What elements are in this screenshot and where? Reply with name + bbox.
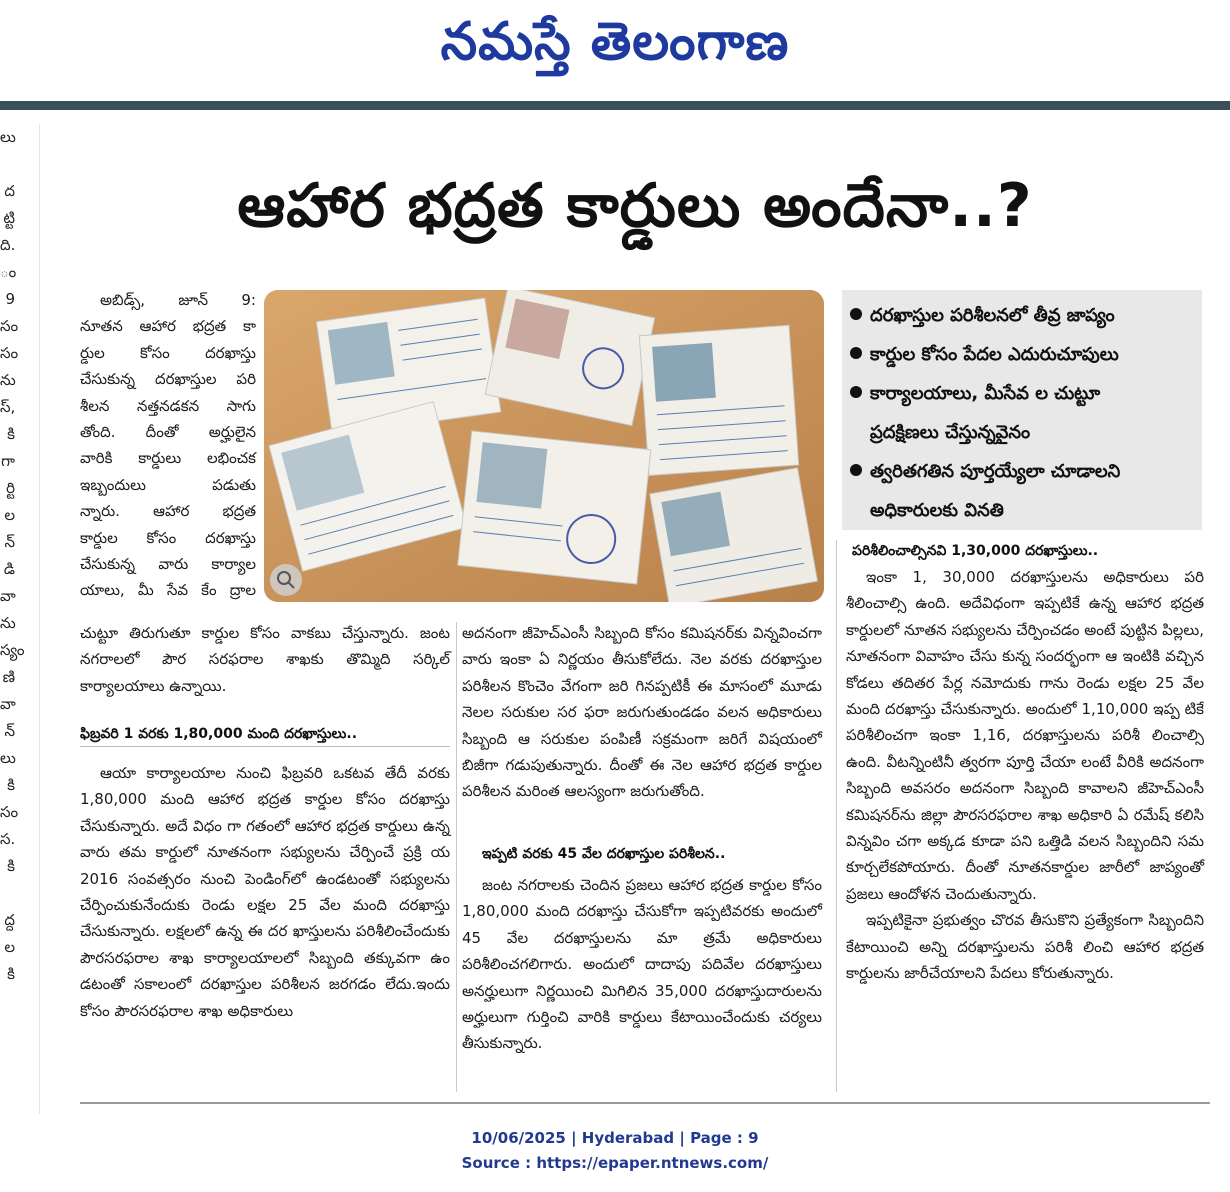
bullet-dot-icon (850, 464, 862, 476)
bullet-dot-icon (850, 308, 862, 320)
highlight-bullet (850, 335, 1194, 374)
intro-continuation-text: చుట్టూ తిరుగుతూ కార్డుల కోసం వాకబు చేస్తున్నారు. జంట నగరాలలో పౌర సరఫరాల శాఖకు తొమ్మిది సర్కిల్ కార్యాలయాలు ఉన్నాయి. (80, 624, 450, 695)
fragment-text: న్ (4, 722, 15, 740)
intro-line: యాలు, మీ సేవ కేం ద్రాల (80, 581, 256, 600)
column-3-paragraph-1: ఇంకా 1, 30,000 దరఖాస్తులను అధికారులు పరి శీలించాల్సి ఉంది. అదేవిధంగా ఇప్పటికే ఉన్న ఆహార భద్రత కార్డులలో నూతన సభ్యులను చేర్పించడం అంటే పుట్టిన పిల్లలు, నూతనంగా వివాహం చేసు కున్న సందర్భంగా ఆ ఇంటికి వచ్చిన కోడలు తదితర పేర్ల నమోదుకు గాను రెండు లక్షల 25 వేల మంది దరఖాస్తు చేసుకున్నారు. అందులో 1,10,000 ఇప్ప టికే పరిశీలించగా ఇంకా 1,16, దరఖాస్తులను పరిశీ లించాల్సి ఉంది. వీటన్నింటినీ త్వరగా పూర్తి చేయా లంటే వీరికి అదనంగా సిబ్బంది అవసరం అదనంగా సిబ్బంది కావాలని జీహెచ్ఎంసీ కమిషనర్‌ను జిల్లా పౌరసరఫరాల శాఖ అధికారి ఏ రమేష్ కలిసి విన్నవిం చగా అక్కడ కూడా పని ఒత్తిడి వలన సిబ్బందిని సమ కూర్చలేకపోయారు. దీంతో నూతనకార్డుల జారీలో జాప్యంతో ప్రజలు ఆందోళన చెందుతున్నారు. (846, 568, 1204, 903)
intro-line: చేసుకున్న వారు కార్యాల (80, 555, 256, 574)
fragment-text: కి (7, 425, 15, 443)
article-headline: ఆహార భద్రత కార్డులు అందేనా..? (237, 171, 1033, 241)
fragment-text: లు (0, 128, 16, 146)
fragment-text: గా (1, 452, 15, 470)
fragment-text: ల (4, 506, 15, 524)
fragment-text: ను (0, 614, 16, 632)
fragment-text: ది. (0, 236, 16, 254)
fragment-text: కి (7, 776, 15, 794)
footer-date-page: 10/06/2025 | Hyderabad | Page : 9 (471, 1129, 759, 1147)
fragment-text: 9 (5, 290, 15, 308)
fragment-text: ల (4, 938, 15, 956)
column-divider (456, 622, 457, 1092)
highlight-bullet (850, 452, 1194, 491)
fragment-text: ట్టి (3, 209, 15, 227)
fragment-text: డి (3, 560, 15, 578)
card (639, 325, 798, 475)
masthead (0, 0, 1230, 110)
fragment-text: ణి (2, 668, 15, 686)
highlight-text: కార్యాలయాలు, మీసేవ ల చుట్టూ (870, 383, 1101, 404)
fragment-text: ద (4, 182, 15, 200)
fragment-text: వా (0, 695, 16, 713)
column-3-paragraph-2: ఇప్పటికైనా ప్రభుత్వం చొరవ తీసుకొని ప్రత్యేకంగా సిబ్బందిని కేటాయించి అన్ని దరఖాస్తులను పరిశీ లించి ఆహార భద్రత కార్డులను జారీచేయాలని పేదలు కోరుతున్నారు. (846, 911, 1204, 983)
column-2-top (462, 620, 822, 805)
subhead-2: ఇప్పటి వరకు 45 వేల దరఖాస్తుల పరిశీలన.. (482, 846, 726, 862)
intro-line: నూతన ఆహార భద్రత కా (80, 317, 256, 336)
intro-line: అబిడ్స్, జూన్ 9: (100, 291, 256, 309)
highlight-bullet (850, 413, 1194, 452)
intro-line: ర్డుల కోసం దరఖాస్తు (80, 343, 256, 362)
fragment-text: ం (0, 263, 17, 281)
fragment-text: స్యం (0, 641, 25, 659)
fragment-text (0, 151, 39, 178)
intro-line: ఇబ్బందులు పడుతు (80, 475, 256, 494)
intro-continuation (80, 620, 450, 699)
subhead-3: పరిశీలించాల్సినవి 1,30,000 దరఖాస్తులు.. (852, 543, 1099, 559)
highlights-box (842, 290, 1202, 530)
ration-cards-illustration (264, 290, 824, 602)
masthead-rule (0, 101, 1230, 110)
column-3-body (846, 564, 1204, 987)
intro-line: కార్డుల కోసం దరఖాస్తు (80, 528, 256, 547)
fragment-text: ను (0, 371, 16, 389)
card (458, 431, 651, 584)
subhead-1: ఫిబ్రవరి 1 వరకు 1,80,000 మంది దరఖాస్తులు.. (80, 722, 450, 747)
ration-cards-photo (264, 290, 824, 602)
column-divider (836, 540, 837, 1092)
intro-line: శీలన నత్తనడకన సాగు (80, 396, 256, 415)
fragment-text: కి (7, 857, 15, 875)
fragment-text: స్, (0, 398, 16, 416)
fragment-text (0, 880, 39, 907)
highlight-bullet (850, 374, 1194, 413)
column-2-top-paragraph: అదనంగా జీహెచ్ఎంసీ సిబ్బంది కోసం కమిషనర్‌కు విన్నవించగా వారు ఇంకా ఏ నిర్ణయం తీసుకోలేదు. నెల వరకు దరఖాస్తుల పరిశీలన కొంచెం వేగంగా జరి గినప్పటికీ ఈ మాసంలో మూడు నెలల సరుకుల సర ఫరా జరుగుతుండడం వలన అధికారులు సిబ్బంది ఆ సరుకుల పంపిణీ సక్రమంగా జరిగే విషయంలో బిజీగా గడుపుతున్నారు. దీంతో ఈ నెల ఆహార భద్రత కార్డుల పరిశీలన మరింత ఆలస్యంగా జరుగుతోంది. (462, 624, 822, 801)
fragment-text: ద్ద (4, 911, 15, 929)
fragment-text: వా (0, 587, 16, 605)
intro-line: చేసుకున్న దరఖాస్తుల పరి (80, 370, 256, 389)
fragment-text: న్ (4, 533, 15, 551)
fragment-text: సం (0, 344, 19, 362)
highlight-text: అధికారులకు వినతి (870, 500, 1004, 521)
footer-source[interactable]: Source : https://epaper.ntnews.com/ (461, 1154, 769, 1172)
highlight-text: ప్రదక్షిణలు చేస్తున్నవైనం (870, 422, 1031, 443)
highlight-text: దరఖాస్తుల పరిశీలనలో తీవ్ర జాప్యం (870, 305, 1115, 326)
highlight-text: కార్డుల కోసం పేదల ఎదురుచూపులు (870, 344, 1119, 365)
fragment-text: కి (7, 965, 15, 983)
intro-line: వారికి కార్డులు లభించక (80, 449, 256, 468)
page-footer (0, 1126, 1230, 1176)
column-1-paragraph: ఆయా కార్యాలయాల నుంచి ఫిబ్రవరి ఒకటవ తేదీ వరకు 1,80,000 మంది ఆహార భద్రత కార్డుల కోసం దరఖాస్తు చేసుకున్నారు. అదే విధం గా గతంలో ఆహార భద్రత కార్డులు ఉన్న వారు తమ కార్డులో నూతనంగా సభ్యులను చేర్పించే ప్రక్రి య 2016 సంవత్సరం నుంచి పెండింగ్‌లో ఉండటంతో సభ్యులను చేర్పించుకునేందుకు రెండు లక్షల 25 వేల మంది దరఖాస్తు చేసుకున్నారు. లక్షలలో ఉన్న ఈ దర ఖాస్తులను పరిశీలించేందుకు పౌరసరఫరాల శాఖ కార్యాలయాలలో సిబ్బంది తక్కువగా ఉం డటంతో సకాలంలో దరఖాస్తుల పరిశీలన జరగడం లేదు.ఇందు కోసం పౌరసరఫరాల శాఖ అధికారులు (80, 764, 450, 1020)
bottom-rule (80, 1102, 1210, 1104)
fragment-text: స. (0, 830, 16, 848)
intro-line: న్నారు. ఆహార భద్రత (80, 502, 256, 521)
column-2-body (462, 872, 822, 1057)
adjacent-column-fragment (0, 124, 40, 1114)
column-1-body (80, 760, 450, 1024)
fragment-text: సం (0, 317, 19, 335)
intro-column (80, 287, 256, 604)
intro-line: తోంది. దీంతో అర్హులైన (80, 423, 256, 442)
fragment-text: ర్టి (6, 479, 15, 497)
highlight-bullet (850, 296, 1194, 335)
bullet-dot-icon (850, 386, 862, 398)
fragment-text: లు (0, 749, 16, 767)
column-2-paragraph: జంట నగరాలకు చెందిన ప్రజలు ఆహార భద్రత కార్డుల కోసం 1,80,000 మంది దరఖాస్తు చేసుకోగా ఇప్పటివరకు అందులో 45 వేల దరఖాస్తులను మా త్రమే అధికారులు పరిశీలించగలిగారు. అందులో దాదాపు పదివేల దరఖాస్తులు అనర్హులుగా నిర్ణయించి మిగిలిన 35,000 దరఖాస్తుదారులను అర్హులుగా గుర్తించి వారికి కార్డులు కేటాయించేందుకు చర్యలు తీసుకున్నారు. (462, 876, 822, 1053)
highlight-bullet (850, 491, 1194, 530)
bullet-dot-icon (850, 347, 862, 359)
fragment-text: సం (0, 803, 19, 821)
newspaper-logo: నమస్తే తెలంగాణ (440, 12, 790, 72)
highlight-text: త్వరితగతిన పూర్తయ్యేలా చూడాలని (870, 461, 1121, 482)
zoom-icon (270, 564, 302, 596)
